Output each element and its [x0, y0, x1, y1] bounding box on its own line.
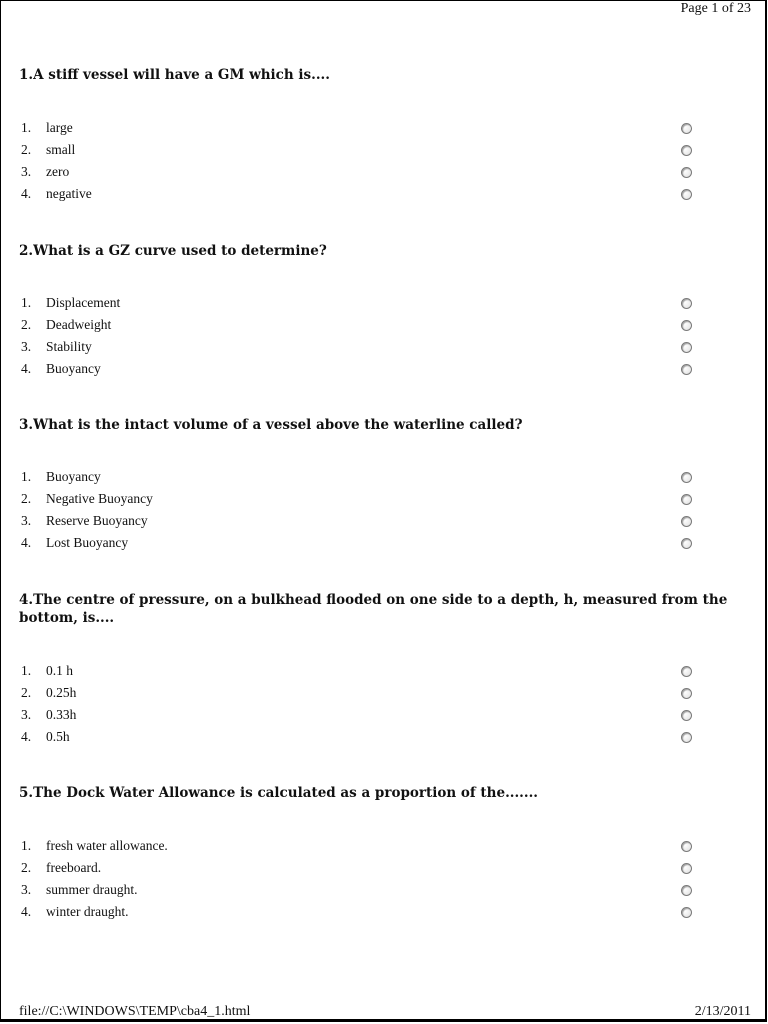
- radio-button[interactable]: [681, 472, 692, 483]
- radio-button[interactable]: [681, 666, 692, 677]
- radio-button[interactable]: [681, 364, 692, 375]
- option-number: 2.: [21, 860, 32, 875]
- radio-button[interactable]: [681, 189, 692, 200]
- page-indicator: Page 1 of 23: [680, 1, 751, 16]
- option-number: 4.: [21, 186, 32, 201]
- question-3-option-1[interactable]: [0, 466, 768, 488]
- option-number: 1.: [21, 663, 32, 678]
- option-label: Lost Buoyancy: [46, 535, 129, 550]
- question-5-option-1[interactable]: [0, 835, 768, 857]
- radio-button[interactable]: [681, 710, 692, 721]
- option-number: 4.: [21, 729, 32, 744]
- radio-button[interactable]: [681, 732, 692, 743]
- option-label: 0.25h: [46, 685, 77, 700]
- question-2-option-4[interactable]: [0, 358, 768, 380]
- option-number: 3.: [21, 339, 32, 354]
- footer-date: 2/13/2011: [694, 1004, 751, 1019]
- radio-button[interactable]: [681, 320, 692, 331]
- option-label: 0.1 h: [46, 663, 73, 678]
- question-2-option-1[interactable]: [0, 292, 768, 314]
- option-label: zero: [46, 164, 70, 179]
- question-1-option-1[interactable]: [0, 117, 768, 139]
- question-2-option-3[interactable]: [0, 336, 768, 358]
- question-4-option-2[interactable]: [0, 682, 768, 704]
- question-2-option-2[interactable]: [0, 314, 768, 336]
- radio-button[interactable]: [681, 538, 692, 549]
- question-1-option-4[interactable]: [0, 183, 768, 205]
- option-number: 2.: [21, 491, 32, 506]
- question-2-text: 2.What is a GZ curve used to determine?: [19, 243, 327, 259]
- option-label: Reserve Buoyancy: [46, 513, 148, 528]
- radio-button[interactable]: [681, 907, 692, 918]
- question-3-option-3[interactable]: [0, 510, 768, 532]
- option-label: winter draught.: [46, 904, 129, 919]
- option-number: 4.: [21, 361, 32, 376]
- question-3-option-4[interactable]: [0, 532, 768, 554]
- option-label: freeboard.: [46, 860, 102, 875]
- radio-button[interactable]: [681, 863, 692, 874]
- option-number: 1.: [21, 295, 32, 310]
- question-4-options: [0, 660, 768, 748]
- option-label: Buoyancy: [46, 469, 101, 484]
- option-label: Negative Buoyancy: [46, 491, 153, 506]
- question-5-options: [0, 835, 768, 923]
- option-number: 1.: [21, 469, 32, 484]
- option-number: 2.: [21, 317, 32, 332]
- radio-button[interactable]: [681, 298, 692, 309]
- question-5-option-4[interactable]: [0, 901, 768, 923]
- option-number: 4.: [21, 904, 32, 919]
- radio-button[interactable]: [681, 516, 692, 527]
- option-label: negative: [46, 186, 92, 201]
- radio-button[interactable]: [681, 123, 692, 134]
- question-1-text: 1.A stiff vessel will have a GM which is....: [19, 67, 330, 83]
- radio-button[interactable]: [681, 841, 692, 852]
- option-number: 4.: [21, 535, 32, 550]
- option-number: 3.: [21, 164, 32, 179]
- option-label: summer draught.: [46, 882, 138, 897]
- option-number: 3.: [21, 882, 32, 897]
- question-4-option-1[interactable]: [0, 660, 768, 682]
- question-2-options: [0, 292, 768, 380]
- option-label: Deadweight: [46, 317, 112, 332]
- question-5-option-2[interactable]: [0, 857, 768, 879]
- radio-button[interactable]: [681, 145, 692, 156]
- footer-file-path: file://C:\WINDOWS\TEMP\cba4_1.html: [19, 1004, 251, 1019]
- question-4-option-3[interactable]: [0, 704, 768, 726]
- option-label: small: [46, 142, 76, 157]
- question-1-option-3[interactable]: [0, 161, 768, 183]
- option-number: 3.: [21, 513, 32, 528]
- radio-button[interactable]: [681, 688, 692, 699]
- radio-button[interactable]: [681, 494, 692, 505]
- question-1-options: [0, 117, 768, 205]
- option-label: Displacement: [46, 295, 121, 310]
- radio-button[interactable]: [681, 885, 692, 896]
- option-label: 0.5h: [46, 729, 70, 744]
- option-label: Buoyancy: [46, 361, 101, 376]
- question-4-text: 4.The centre of pressure, on a bulkhead flooded on one side to a depth, h, measured from the bottom, is....: [19, 592, 728, 626]
- question-4-option-4[interactable]: [0, 726, 768, 748]
- option-label: large: [46, 120, 73, 135]
- option-label: fresh water allowance.: [46, 838, 168, 853]
- question-1-option-2[interactable]: [0, 139, 768, 161]
- option-label: Stability: [46, 339, 92, 354]
- option-number: 2.: [21, 685, 32, 700]
- question-3-options: [0, 466, 768, 554]
- question-5-text: 5.The Dock Water Allowance is calculated as a proportion of the.......: [19, 785, 538, 801]
- question-3-option-2[interactable]: [0, 488, 768, 510]
- option-number: 1.: [21, 838, 32, 853]
- radio-button[interactable]: [681, 167, 692, 178]
- option-number: 1.: [21, 120, 32, 135]
- question-5-option-3[interactable]: [0, 879, 768, 901]
- option-number: 3.: [21, 707, 32, 722]
- question-3-text: 3.What is the intact volume of a vessel above the waterline called?: [19, 417, 523, 433]
- option-label: 0.33h: [46, 707, 77, 722]
- radio-button[interactable]: [681, 342, 692, 353]
- option-number: 2.: [21, 142, 32, 157]
